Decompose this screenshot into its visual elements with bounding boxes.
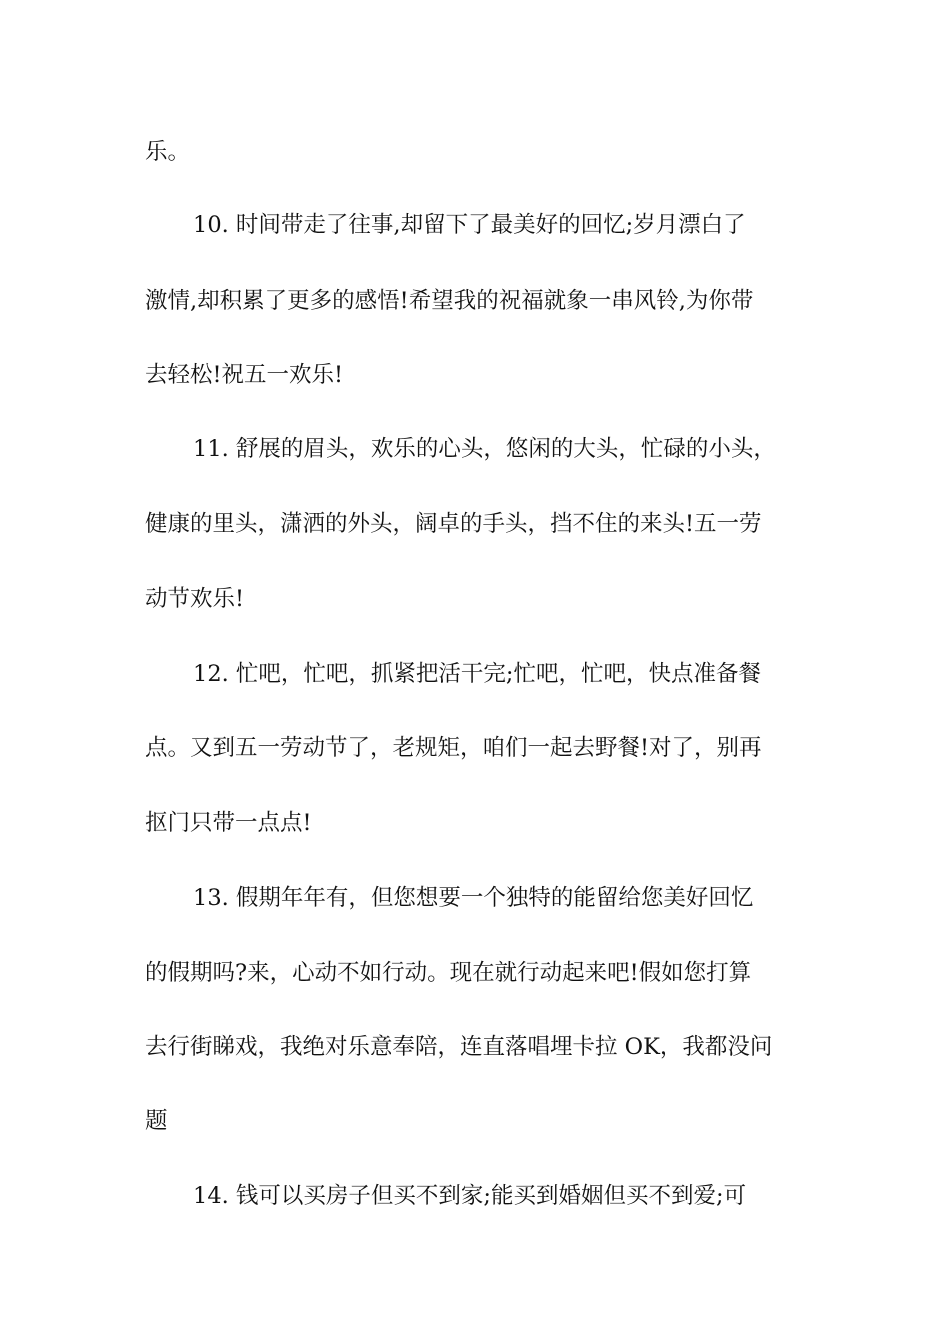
paragraph-13-line-1: 13. 假期年年有，但您想要一个独特的能留给您美好回忆 bbox=[193, 885, 754, 911]
paragraph-11-line-2: 健康的里头，潇洒的外头，阔卓的手头，挡不住的来头!五一劳 bbox=[145, 511, 762, 537]
paragraph-12-line-1: 12. 忙吧，忙吧，抓紧把活干完;忙吧，忙吧，快点准备餐 bbox=[193, 661, 762, 687]
text-line: 乐。 bbox=[145, 139, 191, 165]
paragraph-11-line-3: 动节欢乐! bbox=[145, 586, 245, 612]
paragraph-12-line-2: 点。又到五一劳动节了，老规矩，咱们一起去野餐!对了，别再 bbox=[145, 735, 762, 761]
paragraph-14-line-1: 14. 钱可以买房子但买不到家;能买到婚姻但买不到爱;可 bbox=[193, 1183, 747, 1209]
paragraph-13-line-4: 题 bbox=[145, 1108, 168, 1134]
paragraph-11-line-1: 11. 舒展的眉头，欢乐的心头，悠闲的大头，忙碌的小头， bbox=[193, 436, 776, 462]
paragraph-13-line-3: 去行街睇戏，我绝对乐意奉陪，连直落唱埋卡拉 OK，我都没问 bbox=[145, 1034, 773, 1060]
paragraph-12-line-3: 抠门只带一点点! bbox=[145, 810, 312, 836]
paragraph-10-line-2: 激情,却积累了更多的感悟!希望我的祝福就象一串风铃,为你带 bbox=[145, 288, 754, 314]
paragraph-10-line-3: 去轻松!祝五一欢乐! bbox=[145, 362, 344, 388]
paragraph-13-line-2: 的假期吗?来，心动不如行动。现在就行动起来吧!假如您打算 bbox=[145, 960, 752, 986]
paragraph-10-line-1: 10. 时间带走了往事,却留下了最美好的回忆;岁月漂白了 bbox=[193, 212, 746, 238]
